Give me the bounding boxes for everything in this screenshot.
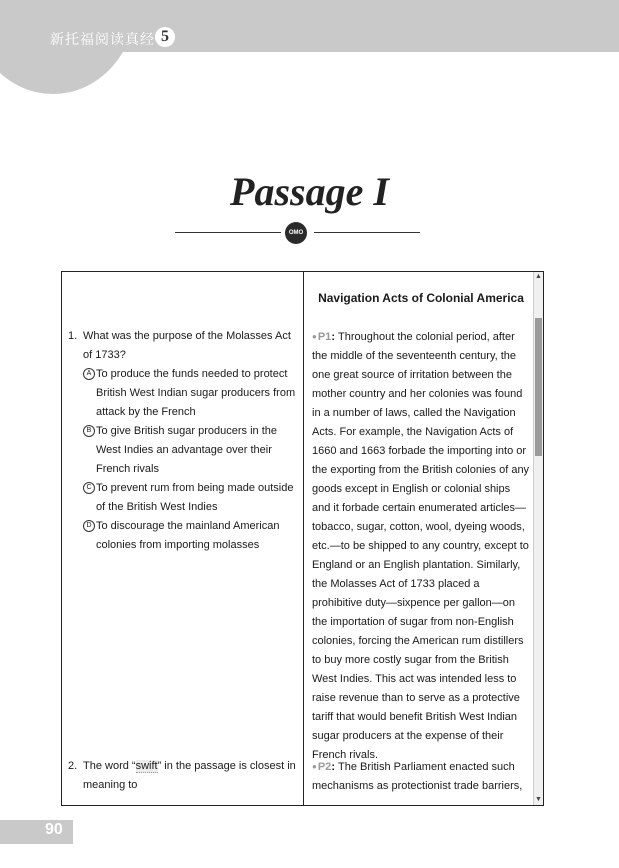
question-stem: The word “swift” in the passage is closest in meaning to [83, 760, 296, 791]
column-divider [303, 272, 304, 805]
brand-logo-icon: OMO [285, 222, 307, 244]
scroll-up-icon[interactable]: ▲ [535, 273, 542, 280]
option-text: To prevent rum from being made outside of the British West Indies [96, 482, 294, 513]
answer-option-d[interactable] [83, 517, 296, 555]
book-title: 新托福阅读真经 [50, 32, 155, 48]
paragraph-1: ●P1: Throughout the colonial period, after the middle of the seventeenth century, the one great source of irritation between the mother country and her colonies was found in a number of laws, called the Navigation Acts. For example, the Navigation Acts of 1660 and 1663 forbade the importing into or the exporting from the British colonies of any goods except in English or colonial ships and it forbade certain enumerated articles—tobacco, sugar, cotton, wool, dyeing woods, etc.—to be shipped to any country, except to England or an English plantation. Similarly, the Molasses Act of 1733 placed a prohibitive duty—sixpence per gallon—on the importation of sugar from non-English colonies, forcing the American rum distillers to buy more costly sugar from the British West Indies. This act was intended less to raise revenue than to serve as a protective tariff that would benefit British West Indian sugar producers at the expense of their French rivals. [312, 331, 530, 761]
reading-title: Navigation Acts of Colonial America [318, 291, 524, 305]
answer-option-a[interactable] [83, 365, 296, 422]
reading-scrollbar[interactable] [533, 272, 543, 805]
paragraph-2: ●P2: The British Parliament enacted such mechanisms as protectionist trade barriers, [312, 761, 523, 792]
question-number: 2. [68, 760, 78, 772]
question-2 [68, 757, 296, 795]
option-letter-icon: D [83, 520, 95, 532]
paragraph-label: ●P2 [312, 761, 332, 773]
option-text: To give British sugar producers in the West Indies an advantage over their French rivals [96, 425, 277, 475]
option-letter-icon: B [83, 425, 95, 437]
paragraph-label: ●P1 [312, 331, 332, 343]
question-1 [68, 327, 296, 555]
bullet-icon: ● [312, 332, 317, 341]
passage-title: Passage I [230, 169, 389, 214]
option-text: To discourage the mainland American colonies from importing molasses [96, 520, 280, 551]
option-text: To produce the funds needed to protect British West Indian sugar producers from attack by the French [96, 368, 296, 418]
scroll-thumb[interactable] [535, 318, 542, 456]
book-number-badge: 5 [155, 27, 175, 47]
option-letter-icon: A [83, 368, 95, 380]
page-number: 90 [45, 821, 63, 838]
question-number: 1. [68, 330, 78, 342]
title-rule-right [314, 232, 420, 233]
title-rule-left [175, 232, 281, 233]
bullet-icon: ● [312, 762, 317, 771]
option-letter-icon: C [83, 482, 95, 494]
answer-option-b[interactable] [83, 422, 296, 479]
question-stem: What was the purpose of the Molasses Act of 1733? [83, 330, 291, 361]
scroll-down-icon[interactable]: ▼ [535, 796, 542, 803]
highlighted-word[interactable]: swift [135, 760, 158, 772]
question-reading-panel [61, 271, 544, 806]
answer-option-c[interactable] [83, 479, 296, 517]
